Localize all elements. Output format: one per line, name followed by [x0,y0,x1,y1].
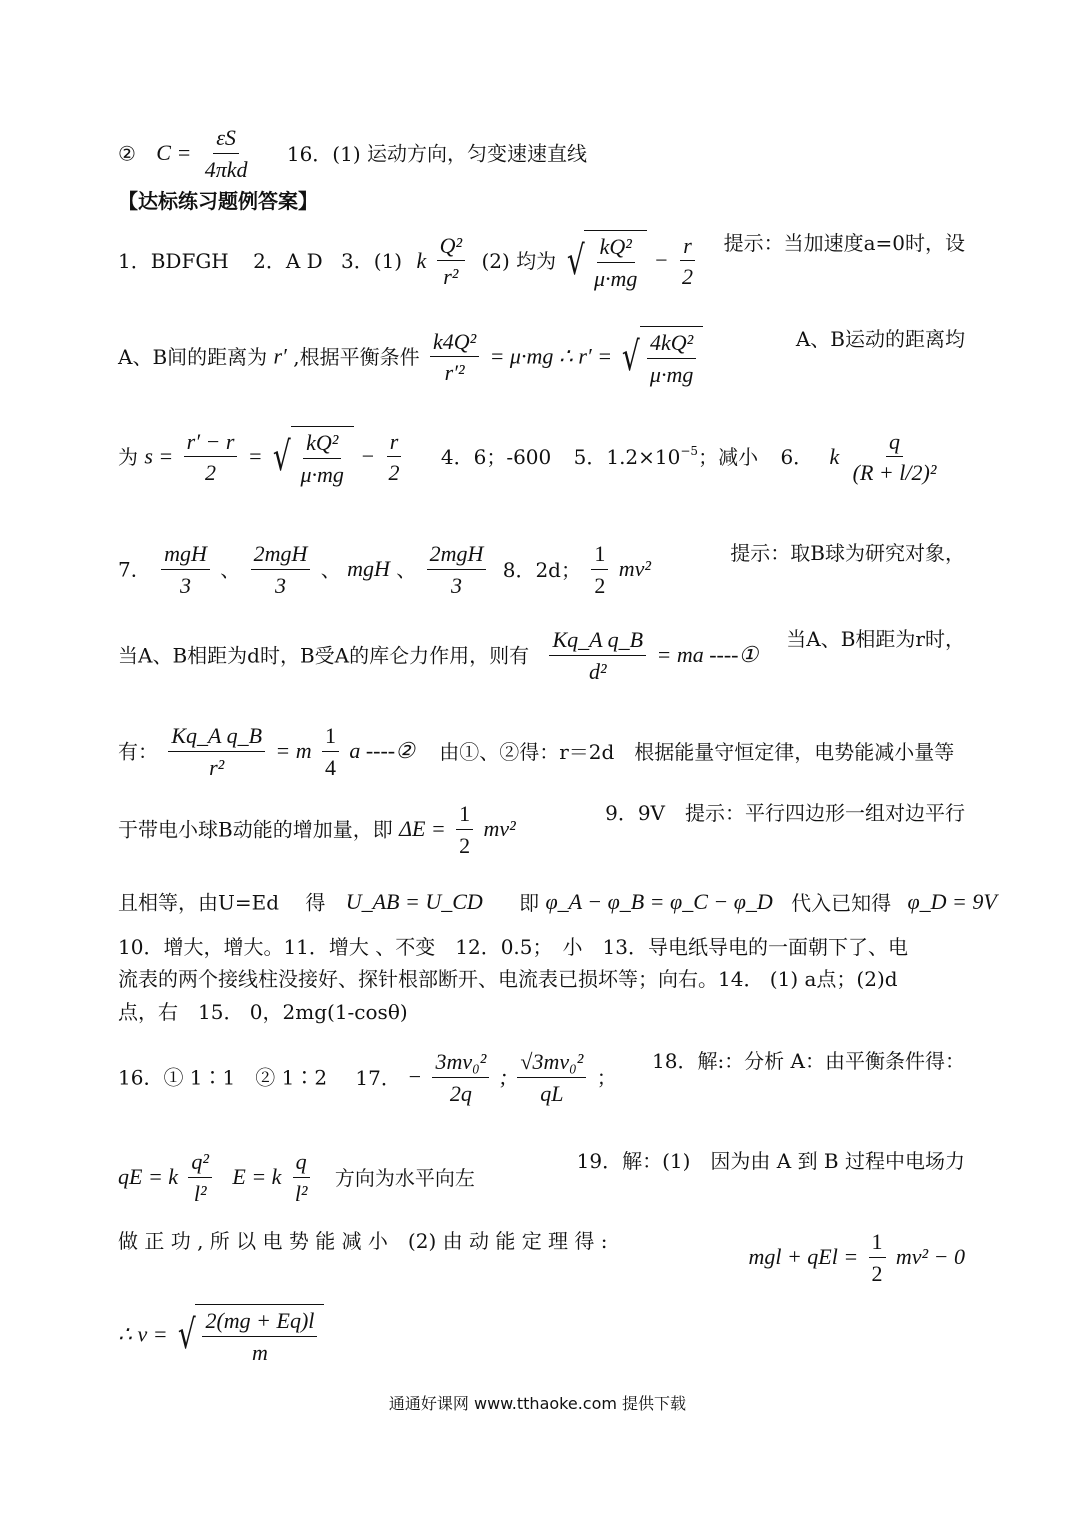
frac-den: 3 [274,572,286,598]
answer-1: 1．BDFGH [118,249,229,273]
coulomb-fraction [549,626,646,685]
fraction-3 [427,540,487,599]
text-segment: 当A、B相距为r时， [786,627,965,651]
potential-result: φ_D = 9V [907,889,997,915]
sqrt-expr [269,426,354,488]
answer-2: 2．A D [253,249,323,273]
answer-6: 6． [780,445,814,469]
text-segment: 为 [118,445,138,469]
energy-lhs: mgl + qEl = [748,1244,859,1270]
text-segment: 由①、②得：r＝2d 根据能量守恒定律，电势能减小量等 [439,739,955,764]
frac-den: 2 [594,572,606,598]
frac-den: 4 [324,754,336,780]
frac-den: μ·mg [649,361,694,387]
text-segment: A、B运动的距离均 [795,327,965,351]
balance-fraction [430,328,479,387]
frac-num: 1 [456,800,473,830]
answer-19: 19．解：(1) 因为由 A 到 B 过程中电场力 [576,1149,965,1173]
frac-den: d² [588,658,607,684]
exponent: −5 [680,443,699,458]
direction-text: 方向为水平向左 [334,1165,475,1190]
text-segment: A、B间的距离为 [118,345,268,369]
mgh: mgH [347,556,390,582]
quarter-fraction [322,722,339,781]
fraction-2 [292,1148,311,1207]
text-segment: 且相等，由U=Ed 得 [118,890,326,915]
equation: = m [275,738,312,764]
frac-den: μ·mg [300,461,344,487]
frac-num: kQ² [597,233,635,263]
answer-17: 17． [355,1065,401,1090]
answer-7: 7． [118,557,151,582]
frac-num: Kq_A q_B [168,722,265,752]
separator: 、 [320,557,341,582]
frac-den: 2 [459,832,471,858]
r-over-2 [679,232,696,291]
distance-fraction [184,428,238,487]
answer-16: 16．① 1∶1 ② 1∶2 [118,1065,328,1090]
frac-num: k4Q² [430,328,479,358]
line-10 [118,888,997,917]
frac-num: 2(mg + Eq)l [202,1307,317,1337]
capacitance-fraction [202,124,251,183]
radical-sign: √ [566,238,585,284]
frac-num: kQ² [303,429,341,459]
frac-num: Kq_A q_B [549,626,646,656]
radical-sign: √ [622,334,641,380]
q16-text: 运动方向，匀变速速直线 [366,141,587,166]
line-11: 10．增大，增大。11．增大 、不变 12．0.5； 小 13．导电纸导电的一面朝下了、电 [118,935,908,959]
r-prime: r′ [273,343,287,369]
answer-9: 9．9V 提示：平行四边形一组对边平行 [605,801,965,825]
footer-text: 通通好课网 www.tthaoke.com 提供下载 [388,1394,687,1413]
line-4 [118,326,965,388]
hint-text: 提示：当加速度a=0时，设 [723,231,965,255]
frac-den: r² [443,264,459,289]
frac-num: 1 [869,1228,886,1258]
fraction-2 [517,1048,586,1107]
frac-num: 3mv₀² [432,1048,489,1078]
frac-num: q [886,428,903,458]
answer-4: 4．6；-600 [440,445,552,469]
frac-den: 2q [449,1080,472,1106]
frac-den: m [251,1339,268,1365]
semicolon: ； [596,1065,617,1090]
energy-rhs: mv² − 0 [895,1244,965,1270]
frac-den: l² [294,1180,308,1206]
frac-num: Q² [437,232,465,262]
minus: − [360,443,376,469]
q16-label: 16．(1) [286,141,361,166]
r-over-2 [386,428,403,487]
line-5 [118,426,965,488]
equals: = [247,443,263,469]
frac-den: 4πkd [204,156,248,182]
separator: 、 [396,557,417,582]
frac-num: 2mgH [427,540,487,570]
half-fraction [591,540,608,599]
line-6 [118,540,965,599]
part-2: (2) [481,249,510,273]
sqrt-expr [563,230,648,292]
text-segment: ,根据平衡条件 [293,345,420,369]
frac-den: 2 [205,460,217,485]
frac-num: q [293,1148,310,1178]
frac-num: 1 [322,722,339,752]
frac-den: 2 [871,1260,883,1286]
frac-num: r [387,428,402,458]
line-13: 点，右 15． 0，2mg(1-cosθ) [118,1000,408,1024]
line-12: 流表的两个接线柱没接好、探针根部断开、电流表已损坏等；向右。14． (1) a点；(2)d [118,967,898,991]
frac-den: r′² [444,360,465,385]
frac-num: r′ − r [184,428,238,458]
equation: = ma ----① [656,642,759,668]
text-segment: 当A、B相距为d时，B受A的库仑力作用，则有 [118,643,530,668]
radical-sign: √ [272,434,291,480]
frac-num: εS [213,124,239,154]
s-symbol: s = [144,443,174,469]
frac-den: 2 [682,264,694,289]
minus: − [407,1064,423,1090]
capacitance-lhs: C = [156,140,192,166]
text-segment: 做 正 功 , 所 以 电 势 能 减 小 (2) 由 动 能 定 理 得 : [118,1229,608,1253]
k-symbol: k [416,247,427,273]
sqrt-expr [174,1304,324,1366]
equation: = μ·mg ∴ r′ = [489,343,613,369]
text-segment: 代入已知得 [791,890,892,915]
fraction-2 [251,540,311,599]
frac-den: μ·mg [594,265,638,291]
equation-tail: a ----② [349,738,415,764]
line-3 [118,230,965,292]
text-segment: 即 [519,890,540,915]
line-7 [118,626,965,685]
semicolon: ; [499,1064,508,1090]
fraction-1 [161,540,210,599]
hint-text: 提示：取B球为研究对象， [730,541,965,565]
answer-18: 18．解:：分析 A：由平衡条件得： [652,1049,965,1073]
answer-3: 3．(1) [341,249,403,273]
frac-num: mgH [161,540,210,570]
line-17 [118,1304,965,1366]
kq-fraction [437,232,465,291]
frac-num: 2mgH [251,540,311,570]
fraction-1 [432,1048,489,1107]
frac-num: q² [188,1148,212,1178]
answer-8: 8．2d； [502,557,581,582]
text-segment: 有： [118,739,158,764]
frac-num: √3mv₀² [517,1048,586,1078]
half-fraction [869,1228,886,1287]
coulomb-fraction [168,722,265,781]
line-9 [118,800,965,859]
answer-5-tail: ；减小 [698,445,759,469]
equation: qE = k [118,1164,179,1190]
frac-num: 1 [591,540,608,570]
voltage-equation: U_AB = U_CD [345,889,483,915]
frac-den: (R + l/2)² [852,460,937,485]
mv-squared: mv² [483,816,516,842]
field-fraction [850,428,940,487]
velocity-lhs: ∴ v = [118,1321,168,1347]
sqrt-expr [618,326,703,388]
separator: 、 [220,557,241,582]
fraction-1 [188,1148,212,1207]
text-segment: 于带电小球B动能的增加量，即 [118,817,393,842]
frac-den: qL [540,1080,564,1106]
frac-num: 4kQ² [647,329,696,359]
delta-e: ΔE = [399,816,446,842]
frac-num: r [680,232,695,262]
frac-den: l² [193,1180,207,1206]
k-symbol: k [829,443,840,469]
equation: E = k [232,1164,282,1190]
frac-den: 2 [388,460,400,485]
line-1 [118,124,965,183]
frac-den: 3 [450,572,462,598]
answer-5: 5．1.2×10 [573,445,681,469]
potential-equation: φ_A − φ_B = φ_C − φ_D [545,889,773,915]
line-16 [118,1228,965,1287]
jun-text: 均为 [516,249,557,273]
mv-squared: mv² [618,556,651,582]
frac-den: r² [209,754,225,780]
line-15 [118,1148,965,1207]
line-14 [118,1048,965,1107]
line-8 [118,722,965,781]
half-fraction [456,800,473,859]
radical-sign: √ [177,1312,196,1358]
minus: − [653,247,669,273]
circled-2: ② [118,141,136,166]
section-heading: 【达标练习题例答案】 [118,189,318,213]
frac-den: 3 [179,572,191,598]
